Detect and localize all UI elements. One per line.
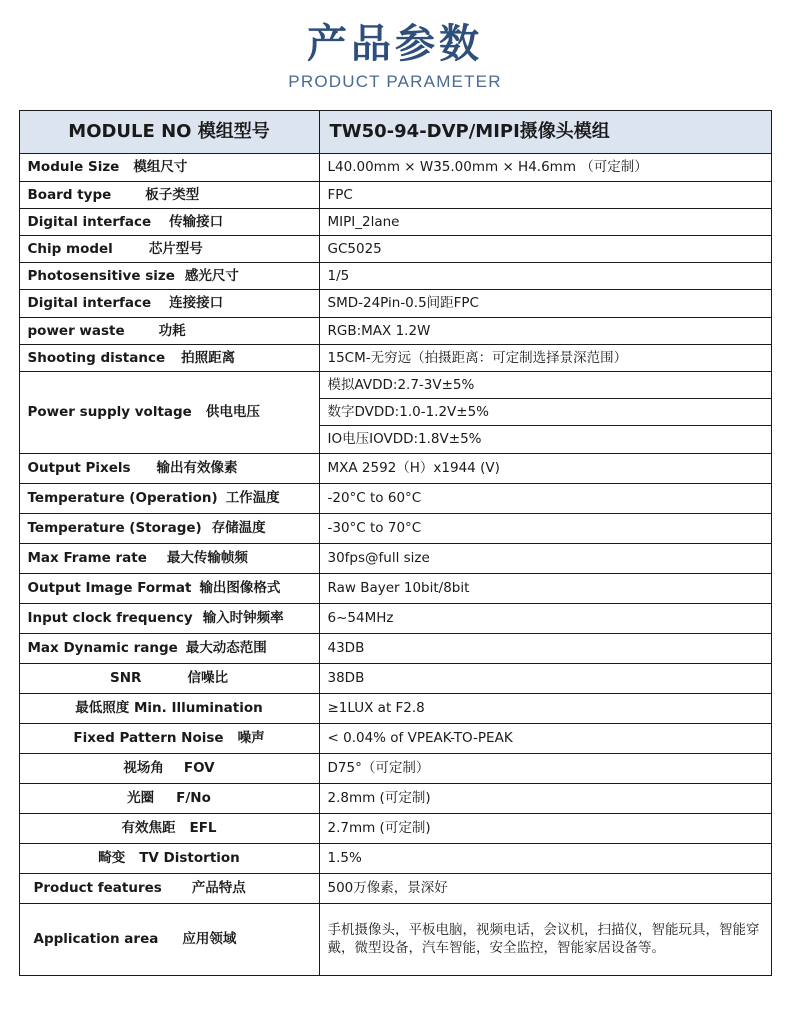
page-title-en: PRODUCT PARAMETER [288, 72, 502, 91]
table-row [19, 693, 771, 723]
table-row [19, 723, 771, 753]
row-label-en: Input clock frequency [27, 610, 193, 627]
table-row [19, 783, 771, 813]
row-label-en: EFL [189, 820, 217, 837]
table-row [19, 453, 771, 483]
row-label-en: Temperature (Operation) [27, 490, 218, 507]
row-label-cn: 噪声 [237, 730, 265, 747]
row-value: RGB:MAX 1.2W [319, 317, 771, 344]
row-label-cn: 功耗 [158, 322, 186, 339]
row-value: -20°C to 60°C [319, 483, 771, 513]
row-label-en: Fixed Pattern Noise [73, 730, 224, 747]
row-label-en: Product features [33, 880, 162, 897]
row-label-en: power waste [27, 322, 125, 339]
table-row [19, 543, 771, 573]
row-label-en: Output Image Format [27, 580, 192, 597]
row-label-cn: 应用领域 [182, 931, 237, 948]
row-label-cn: 板子类型 [145, 186, 200, 203]
header-label-cell: MODULE NO 模组型号 [19, 111, 319, 154]
row-label-cn: 视场角 [123, 760, 164, 777]
row-value: 43DB [319, 633, 771, 663]
row-label-en: Max Frame rate [27, 550, 147, 567]
row-label-cn: 信噪比 [187, 670, 228, 687]
table-row [19, 753, 771, 783]
row-label-cn: 最大传输帧频 [166, 550, 248, 567]
row-label-cn: 有效焦距 [121, 820, 176, 837]
row-label-cn: 光圈 [127, 790, 155, 807]
row-label [19, 603, 319, 633]
table-row [19, 263, 771, 290]
row-value: SMD-24Pin-0.5间距FPC [319, 290, 771, 317]
table-header-row [19, 111, 771, 154]
header-value-cell: TW50-94-DVP/MIPI摄像头模组 [319, 111, 771, 154]
row-label-en: Temperature (Storage) [27, 520, 202, 537]
table-row [19, 513, 771, 543]
row-label [19, 783, 319, 813]
row-label-en: Digital interface [27, 213, 152, 230]
row-value: GC5025 [319, 235, 771, 262]
row-label-cn: 工作温度 [225, 490, 280, 507]
row-label [19, 843, 319, 873]
row-label-en: TV Distortion [139, 850, 240, 867]
row-label [19, 903, 319, 975]
row-value: -30°C to 70°C [319, 513, 771, 543]
row-label-cn: 输入时钟频率 [202, 610, 284, 627]
row-label-en: F/No [176, 790, 211, 807]
row-value: 38DB [319, 663, 771, 693]
row-label [19, 208, 319, 235]
row-label [19, 513, 319, 543]
row-value: 6~54MHz [319, 603, 771, 633]
row-label-cn: 芯片型号 [148, 240, 203, 257]
table-row [19, 843, 771, 873]
row-label-cn: 最大动态范围 [185, 640, 267, 657]
row-label [19, 344, 319, 371]
row-label-cn: 感光尺寸 [184, 268, 239, 285]
row-label [19, 290, 319, 317]
table-row [19, 873, 771, 903]
row-label-en: SNR [110, 670, 142, 687]
table-row [19, 813, 771, 843]
row-label-en: Photosensitive size [27, 268, 175, 285]
row-label-en: Module Size [27, 159, 120, 176]
row-label [19, 317, 319, 344]
row-value: 30fps@full size [319, 543, 771, 573]
row-label: 最低照度 Min. Illumination [19, 693, 319, 723]
row-value: ≥1LUX at F2.8 [319, 693, 771, 723]
row-label-en: Digital interface [27, 295, 152, 312]
row-value: 2.8mm (可定制) [319, 783, 771, 813]
row-label [19, 633, 319, 663]
table-row [19, 372, 771, 399]
row-value: L40.00mm × W35.00mm × H4.6mm （可定制） [319, 154, 771, 181]
row-label [19, 483, 319, 513]
row-value: D75°（可定制） [319, 753, 771, 783]
table-row [19, 483, 771, 513]
row-label [19, 453, 319, 483]
row-label-cn: 拍照距离 [181, 349, 236, 366]
row-value: 1/5 [319, 263, 771, 290]
row-label-en: Chip model [27, 240, 113, 257]
table-row [19, 344, 771, 371]
table-row [19, 903, 771, 975]
row-label [19, 723, 319, 753]
row-value: < 0.04% of VPEAK-TO-PEAK [319, 723, 771, 753]
row-label-en: Shooting distance [27, 349, 166, 366]
spec-table-body [19, 111, 771, 976]
row-label [19, 813, 319, 843]
row-label [19, 372, 319, 454]
table-row [19, 290, 771, 317]
row-value: FPC [319, 181, 771, 208]
row-label-cn: 传输接口 [169, 213, 224, 230]
row-value: 1.5% [319, 843, 771, 873]
table-row [19, 633, 771, 663]
row-value: 模拟AVDD:2.7-3V±5% [319, 372, 771, 399]
row-value: Raw Bayer 10bit/8bit [319, 573, 771, 603]
row-label [19, 573, 319, 603]
row-label [19, 181, 319, 208]
row-label-en: Power supply voltage [27, 404, 192, 421]
row-value: MXA 2592（H）x1944 (V) [319, 453, 771, 483]
table-row [19, 235, 771, 262]
table-row [19, 154, 771, 181]
row-label-cn: 供电电压 [205, 404, 260, 421]
table-row [19, 181, 771, 208]
row-label-cn: 连接接口 [169, 295, 224, 312]
row-label-en: Application area [33, 931, 159, 948]
row-label [19, 663, 319, 693]
page-title-block [0, 0, 790, 92]
row-label-en: Output Pixels [27, 460, 131, 477]
row-label-cn: 输出图像格式 [199, 580, 281, 597]
row-label-cn: 模组尺寸 [133, 159, 188, 176]
row-label-en: Board type [27, 186, 112, 203]
table-row [19, 573, 771, 603]
spec-table [19, 110, 772, 976]
row-label [19, 154, 319, 181]
table-row [19, 317, 771, 344]
row-label-cn: 产品特点 [191, 880, 246, 897]
table-row [19, 208, 771, 235]
row-label-cn: 畸变 [98, 850, 126, 867]
row-label [19, 263, 319, 290]
page-title-cn: 产品参数 [307, 21, 483, 67]
row-value: IO电压IOVDD:1.8V±5% [319, 426, 771, 453]
row-value: 500万像素，景深好 [319, 873, 771, 903]
row-value: 2.7mm (可定制) [319, 813, 771, 843]
row-label [19, 543, 319, 573]
row-label [19, 873, 319, 903]
row-value: 15CM-无穷远（拍摄距离：可定制选择景深范围） [319, 344, 771, 371]
row-label-cn: 存储温度 [211, 520, 266, 537]
row-value: 数字DVDD:1.0-1.2V±5% [319, 399, 771, 426]
row-label [19, 753, 319, 783]
row-label-en: Max Dynamic range [27, 640, 178, 657]
row-value: MIPI_2lane [319, 208, 771, 235]
row-label-en: FOV [183, 760, 215, 777]
row-label-cn: 输出有效像素 [156, 460, 238, 477]
table-row [19, 603, 771, 633]
row-label [19, 235, 319, 262]
row-value: 手机摄像头，平板电脑，视频电话，会议机，扫描仪，智能玩具，智能穿戴，微型设备，汽车智能，安全监控，智能家居设备等。 [319, 903, 771, 975]
table-row [19, 663, 771, 693]
